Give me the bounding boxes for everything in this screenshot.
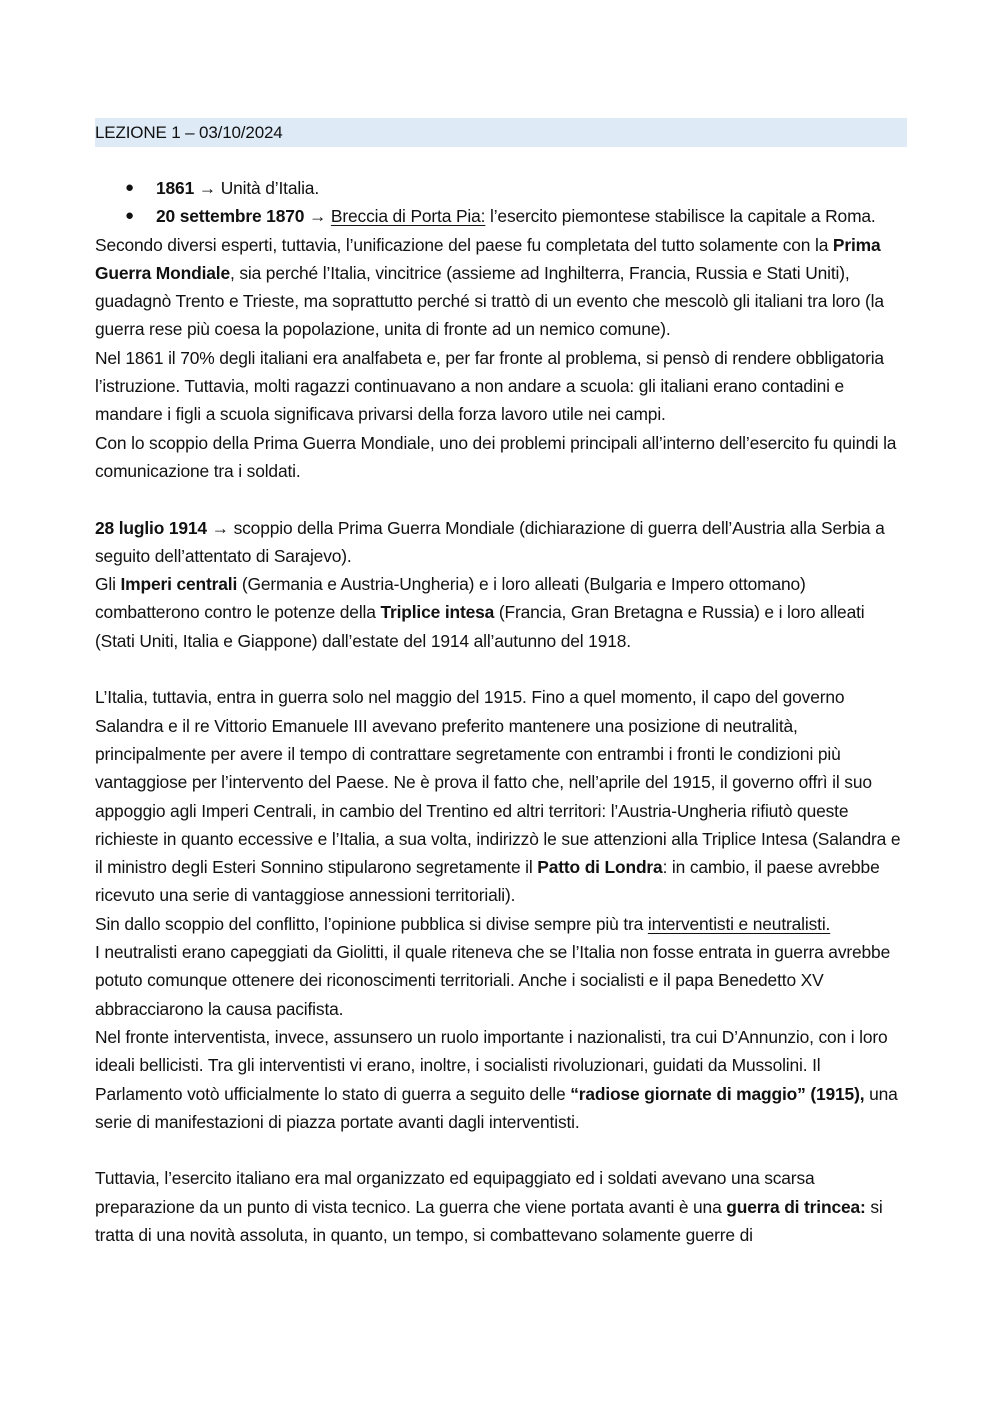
paragraph — [95, 1023, 907, 1136]
arrow-icon: → — [308, 206, 327, 227]
bold-term: Prima Guerra Mondiale — [95, 234, 881, 283]
text-run: L’Italia, tuttavia, entra in guerra solo nel maggio del 1915. Fino a quel momento, il capo del governo Salandra e il re Vittorio Emanuele III avevano preferito mantenere una posizione di neutralità, principalmente per avere il tempo di contrattare segretamente con entrambi i fronti le condizioni più vantaggiose per l’intervento del Paese. Ne è prova il fatto che, nell’aprile del 1915, il governo offrì il suo appoggio agli Imperi Centrali, in cambio del Trentino ed altri territori: l’Austria-Ungheria rifiutò queste richieste in quanto eccessive e l’Italia, a sua volta, indirizzò le sue attenzioni alla Triplice Intesa (Salandra e il ministro degli Esteri Sonnino stipularono segretamente il — [95, 687, 901, 878]
list-item-text: l’esercito piemontese stabilisce la capitale a Roma. — [485, 206, 876, 227]
paragraph — [95, 514, 907, 571]
lesson-heading: LEZIONE 1 – 03/10/2024 — [95, 118, 907, 147]
bold-term: Patto di Londra — [537, 857, 663, 878]
text-run: scoppio della Prima Guerra Mondiale (dichiarazione di guerra dell’Austria alla Serbia a seguito dell’attentato di Sarajevo). — [95, 517, 885, 566]
date-bold: 20 settembre 1870 — [156, 206, 305, 227]
text-run: Tuttavia, l’esercito italiano era mal organizzato ed equipaggiato ed i soldati avevano una scarsa preparazione da un punto di vista tecnico. La guerra che viene portata avanti è una — [95, 1168, 815, 1217]
date-bold: 28 luglio 1914 — [95, 517, 207, 538]
text-run: Gli — [95, 574, 121, 595]
blank-line — [95, 1136, 907, 1164]
list-item-text: Unità d’Italia. — [216, 178, 319, 198]
paragraph: Con lo scoppio della Prima Guerra Mondiale, uno dei problemi principali all’interno dell’esercito fu quindi la comunicazione tra i soldati. — [95, 432, 897, 481]
text-run: Secondo diversi esperti, tuttavia, l’unificazione del paese fu completata del tutto solamente con la — [95, 234, 833, 255]
text-run: (Francia, Gran Bretagna e Russia) e i loro alleati (Stati Uniti, Italia e Giappone) dall’estate del 1914 all’autunno del 1918. — [95, 602, 865, 651]
underlined-term: Breccia di Porta Pia: — [330, 206, 486, 227]
text-run: , sia perché l’Italia, vincitrice (assieme ad Inghilterra, Francia, Russia e Stati Uniti), guadagnò Trento e Trieste, ma soprattutto perché si trattò di un evento che mescolò gli italiani tra loro (la guerra rese più coesa la popolazione, unita di fronte ad un nemico comune). — [95, 262, 884, 340]
bold-term: Triplice intesa — [380, 602, 495, 623]
bold-term: “radiose giornate di maggio” (1915), — [570, 1083, 865, 1104]
paragraph — [95, 1164, 907, 1249]
text-run: si tratta di una novità assoluta, in quanto, un tempo, si combattevano solamente guerre di — [95, 1196, 883, 1245]
text-run: una serie di manifestazioni di piazza portate avanti dagli interventisti. — [95, 1083, 898, 1132]
paragraph — [95, 231, 907, 344]
text-run: Sin dallo scoppio del conflitto, l’opinione pubblica si divise sempre più tra — [95, 913, 648, 934]
bold-term: Imperi centrali — [120, 574, 238, 595]
paragraph — [95, 570, 907, 655]
paragraph: Nel 1861 il 70% degli italiani era analfabeta e, per far fronte al problema, si pensò di rendere obbligatoria l’istruzione. Tuttavia, molti ragazzi continuavano a non andare a scuola: gli italiani erano contadini e mandare i figli a scuola significava privarsi della forza lavoro utile nei campi. — [95, 347, 884, 425]
arrow-icon: → — [198, 178, 217, 198]
text-run: (Germania e Austria-Ungheria) e i loro alleati (Bulgaria e Impero ottomano) combatterono contro le potenze della — [95, 574, 806, 623]
bold-term: guerra di trincea: — [726, 1196, 866, 1217]
bullet-icon: ● — [125, 179, 134, 196]
text-run: Nel fronte interventista, invece, assunsero un ruolo importante i nazionalisti, tra cui D’Annunzio, con i loro ideali bellicisti. Tra gli interventisti vi erano, inoltre, i socialisti rivoluzionari, guidati da Mussolini. Il Parlamento votò ufficialmente lo stato di guerra a seguito delle — [95, 1026, 888, 1104]
paragraph: I neutralisti erano capeggiati da Giolitti, il quale riteneva che se l’Italia non fosse entrata in guerra avrebbe potuto comunque ottenere dei riconoscimenti territoriali. Anche i socialisti e il papa Benedetto XV abbracciarono la causa pacifista. — [95, 942, 891, 1019]
blank-line — [95, 655, 907, 683]
arrow-icon: → — [211, 517, 229, 538]
paragraph — [95, 910, 907, 938]
document-body — [95, 118, 907, 1249]
underlined-term: interventisti e neutralisti. — [647, 913, 831, 934]
date-bold: 1861 — [156, 178, 195, 198]
paragraph — [95, 683, 907, 909]
list-item — [95, 202, 907, 230]
bullet-list — [95, 174, 907, 231]
blank-line — [95, 485, 907, 513]
bullet-icon: ● — [125, 207, 134, 225]
text-run: : in cambio, il paese avrebbe ricevuto una serie di vantaggiose annessioni territoriali). — [95, 857, 880, 906]
list-item — [95, 174, 907, 202]
